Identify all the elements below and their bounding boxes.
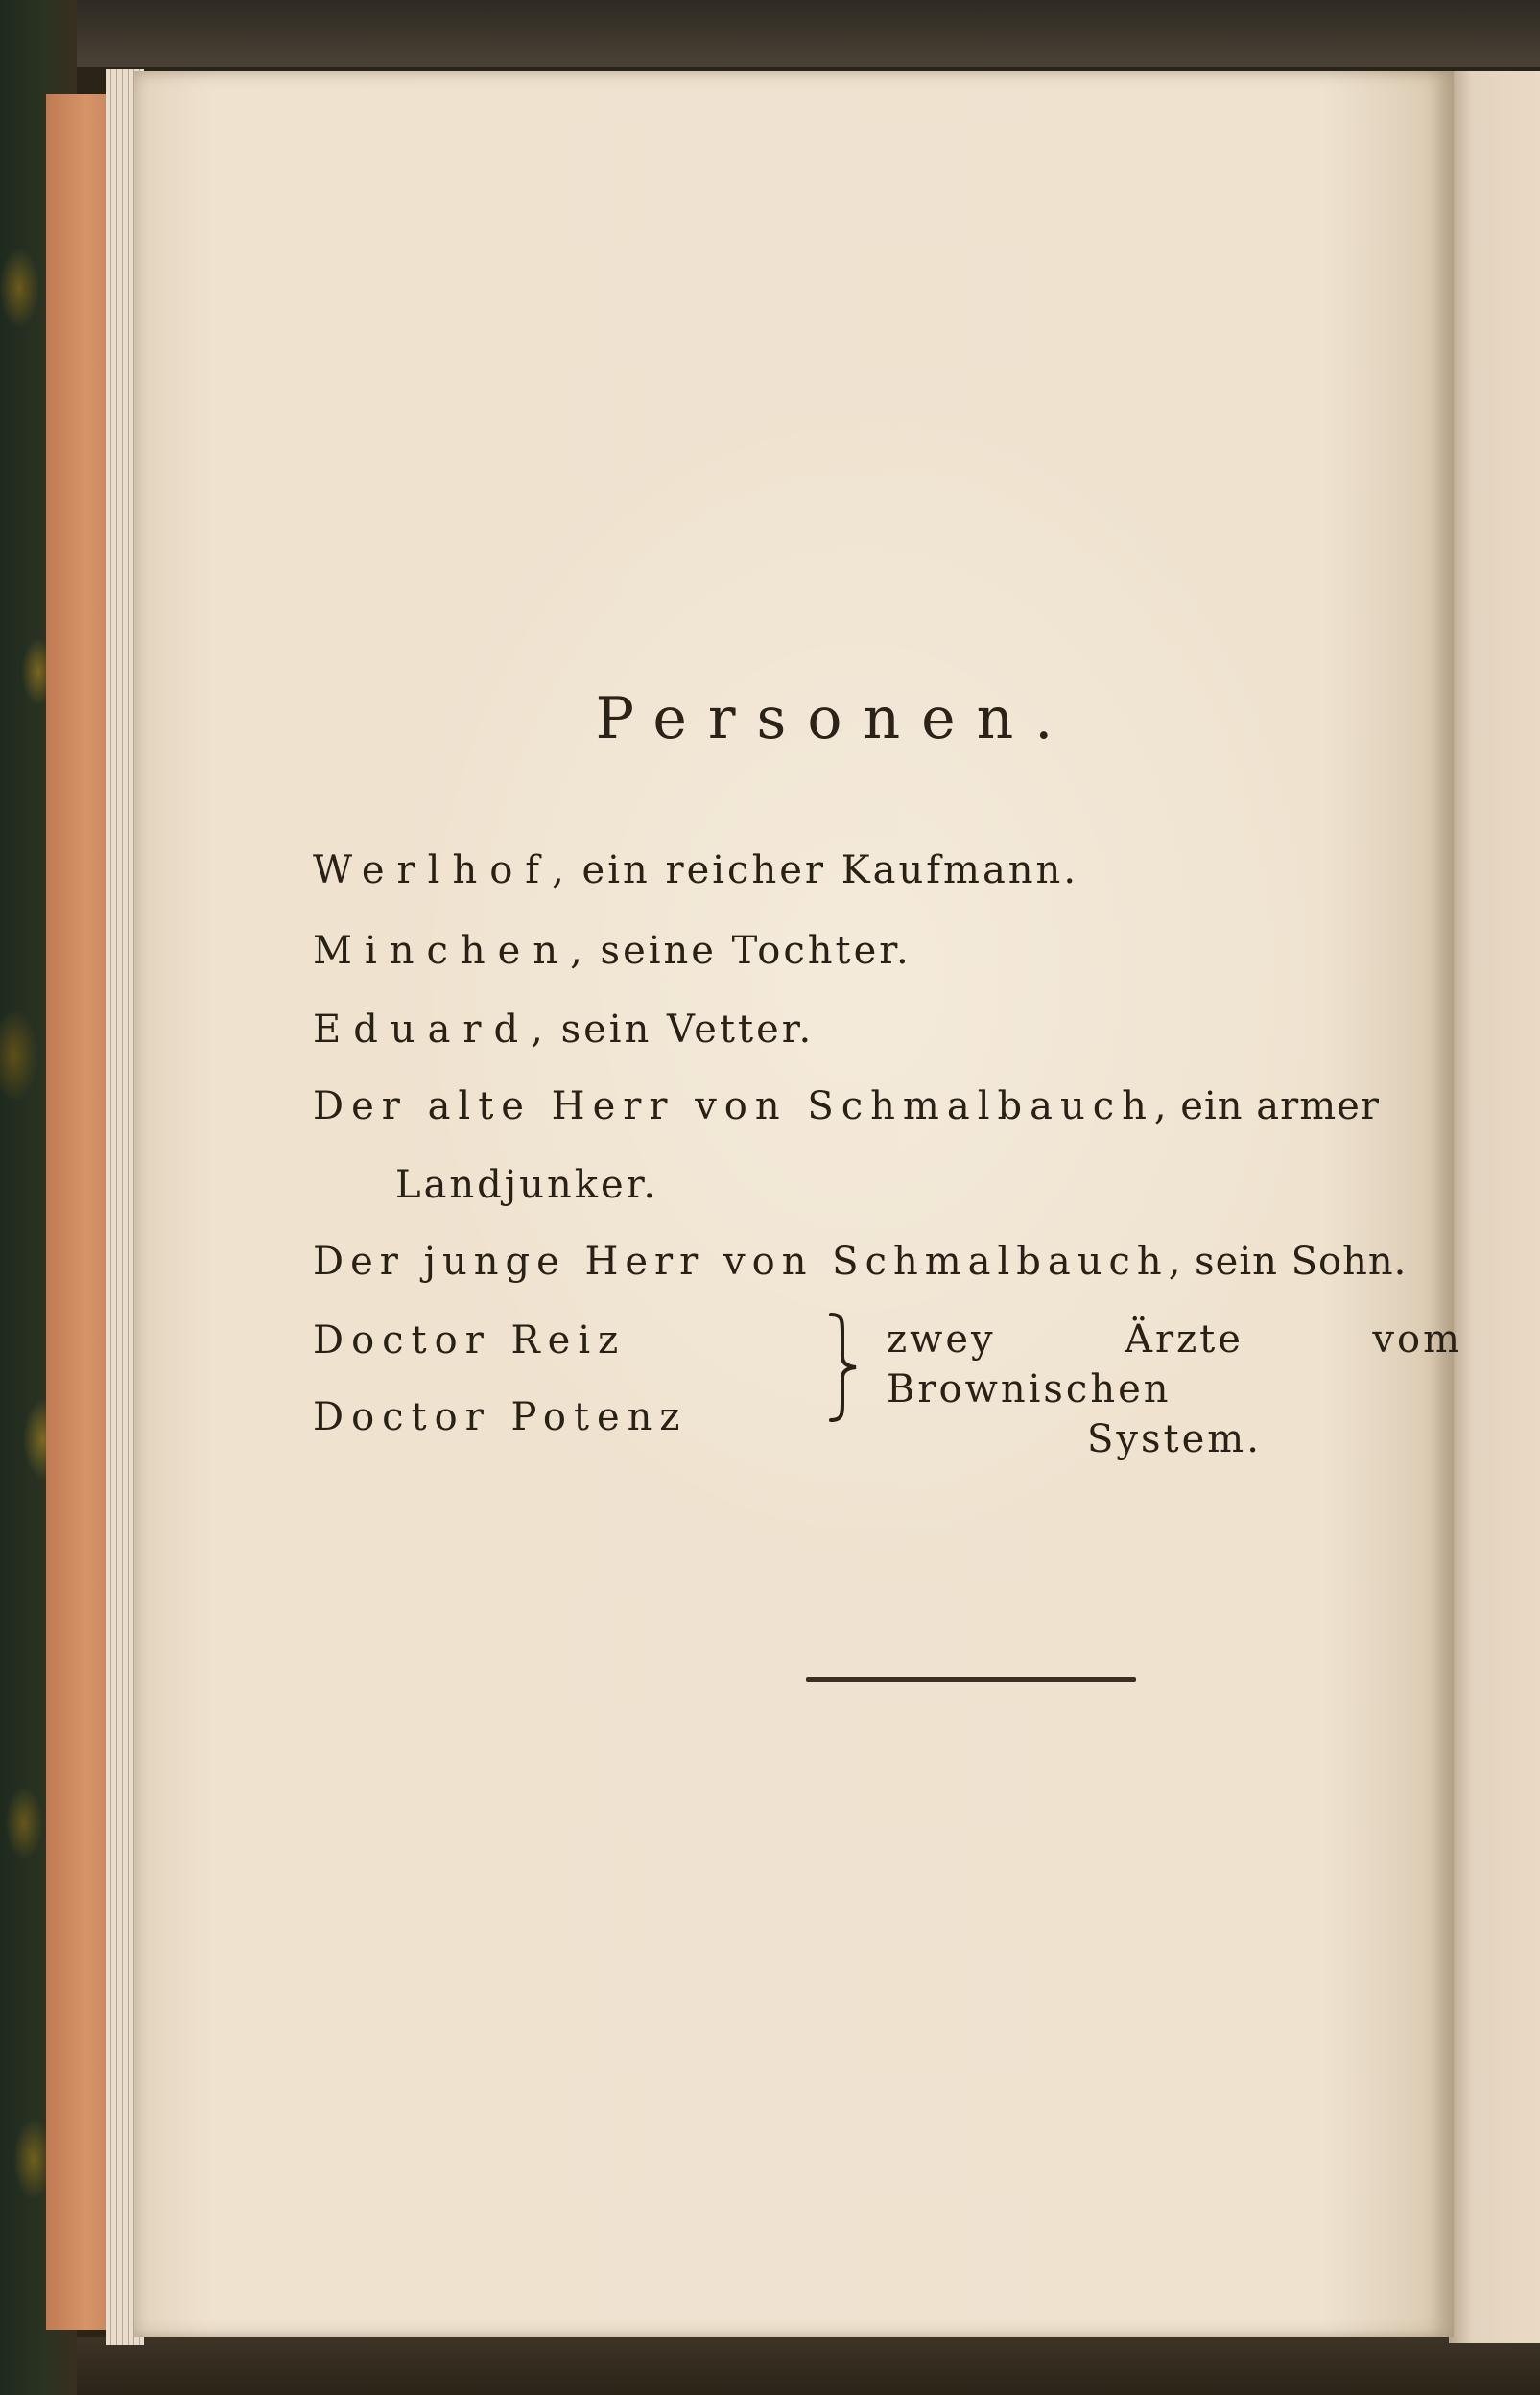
book-page — [134, 71, 1462, 2337]
facing-page — [1449, 71, 1540, 2343]
cast-desc: , sein Vetter. — [531, 1008, 815, 1052]
cast-desc: , seine Tochter. — [570, 929, 912, 973]
cast-desc: , ein armer — [1153, 1084, 1380, 1128]
page-title: Personen. — [595, 685, 1075, 752]
cast-entry-eduard — [313, 1008, 814, 1052]
cast-entry-schmalbauch-junior — [313, 1240, 1407, 1284]
doctors-description — [887, 1315, 1462, 1464]
cast-name: Werlhof — [313, 848, 553, 892]
book-bottom-edge — [0, 2337, 1540, 2395]
cast-entry-minchen — [313, 929, 912, 973]
cast-entry-doctor-reiz: Doctor Reiz — [313, 1318, 627, 1363]
cast-entry-schmalbauch-senior — [313, 1084, 1380, 1128]
cast-desc: Landjunker. — [395, 1163, 659, 1207]
doctors-desc-line1: zwey Ärzte vom Brownischen — [887, 1317, 1462, 1411]
book-top-edge — [0, 0, 1540, 67]
divider-rule — [806, 1677, 1136, 1682]
endpaper-edge — [46, 94, 113, 2330]
cast-name: Minchen — [313, 929, 571, 973]
doctors-desc-line2: System. — [1087, 1417, 1262, 1461]
cast-desc: , sein Sohn. — [1168, 1240, 1408, 1284]
cast-desc: , ein reicher Kaufmann. — [552, 848, 1079, 892]
curly-brace-icon — [827, 1311, 860, 1424]
cast-entry-continuation — [395, 1163, 658, 1207]
cast-entry-doctor-potenz: Doctor Potenz — [313, 1395, 688, 1439]
cast-entry-werlhof — [313, 848, 1078, 892]
cast-name: Eduard — [313, 1008, 532, 1052]
cast-name: Der alte Herr von Schmalbauch — [313, 1084, 1154, 1128]
cast-name: Der junge Herr von Schmalbauch — [313, 1240, 1169, 1284]
